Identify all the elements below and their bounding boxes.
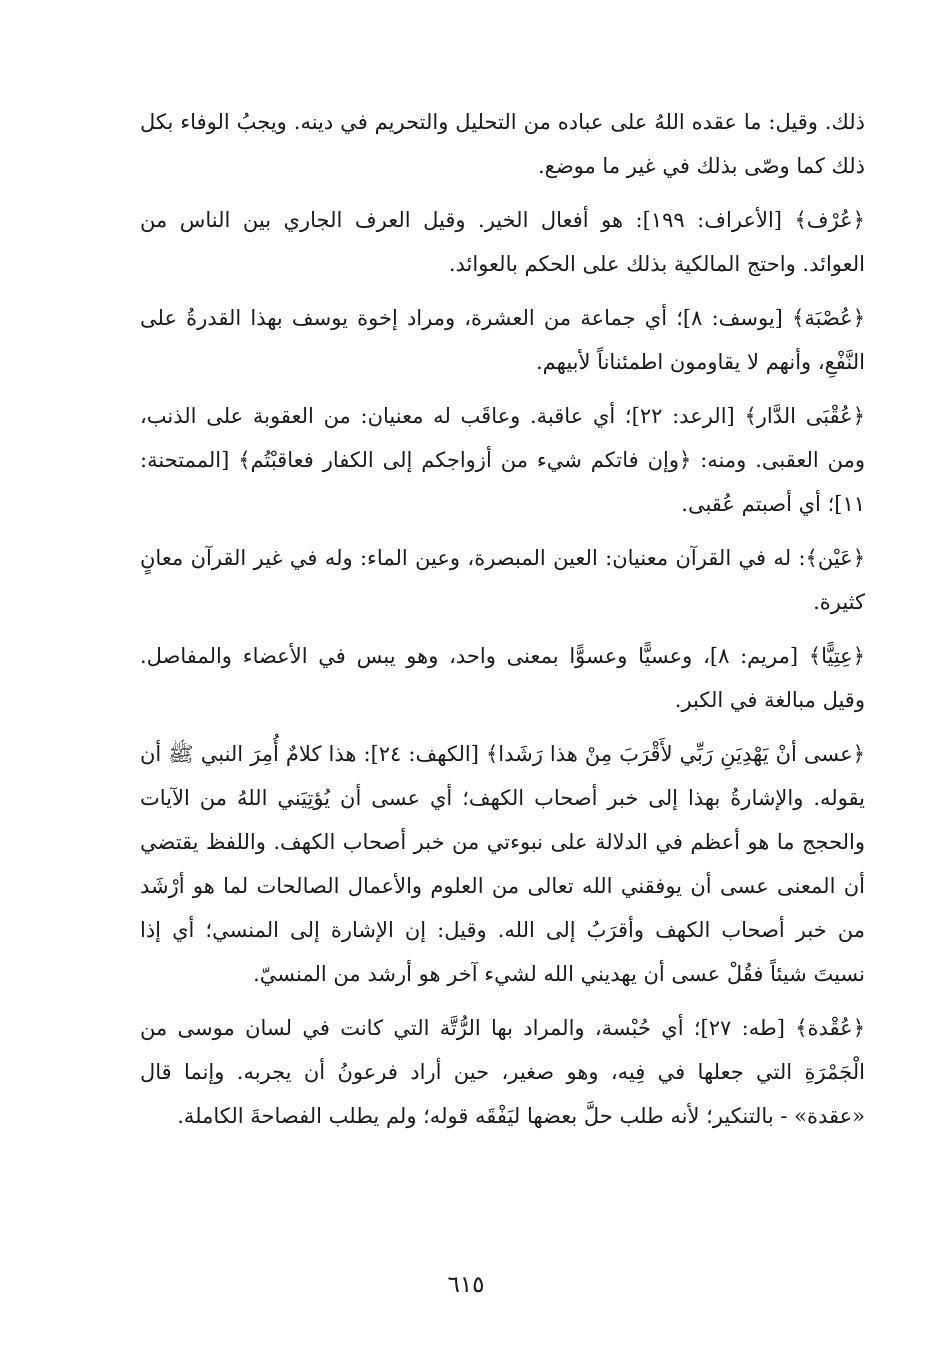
paragraph-urf: ﴿عُرْف﴾ [الأعراف: ١٩٩]: هو أفعال الخير. وقيل العرف الجاري بين الناس من العوائد. واحتج المالكية بذلك على الحكم بالعوائد. <box>140 208 865 276</box>
page-number: ٦١٥ <box>447 1272 485 1298</box>
paragraph-ayn: ﴿عَيْن﴾: له في القرآن معنيان: العين المبصرة، وعين الماء: وله في غير القرآن معانٍ كثيرة. <box>140 546 865 614</box>
paragraph-uqba-al-dar: ﴿عُقْبَى الدَّار﴾ [الرعد: ٢٢]؛ أي عاقبة. وعاقَب له معنيان: من العقوبة على الذنب، ومن العقبى. ومنه: ﴿وإن فاتكم شيء من أزواجكم إلى الكفار فعاقبْتُم﴾ [الممتحنة: ١١]؛ أي أصبتم عُقبى. <box>140 404 865 516</box>
paragraph-itiyya: ﴿عِتِيًّا﴾ [مريم: ٨]، وعسيًّا وعسوًّا بمعنى واحد، وهو يبس في الأعضاء والمفاصل. وقيل مبالغة في الكبر. <box>140 644 865 712</box>
page-body <box>140 100 865 1148</box>
paragraph-asa-an-yahdiyan: ﴿عسى أنْ يَهْدِيَنِ رَبِّي لأَقْرَبَ مِنْ هذا رَشَدا﴾ [الكهف: ٢٤]: هذا كلامٌ أُمِرَ النبي ﷺ أن يقوله. والإشارةُ بهذا إلى خبر أصحاب الكهف؛ أي عسى أن يُؤتِيَني اللهُ من الآيات والحجج ما هو أعظم في الدلالة على نبوءتي من خبر أصحاب الكهف. واللفظ يقتضي أن المعنى عسى أن يوفقني الله تعالى من العلوم والأعمال الصالحات لما هو أرْشَد من خبر أصحاب الكهف وأقرَبُ إلى الله. وقيل: إن الإشارة إلى المنسي؛ أي إذا نسيتَ شيئاً فقُلْ عسى أن يهديني الله لشيء آخر هو أرشد من المنسيّ. <box>140 742 865 986</box>
paragraph-1: ذلك. وقيل: ما عقده اللهُ على عباده من التحليل والتحريم في دينه. ويجبُ الوفاء بكل ذلك كما وصّى بذلك في غير ما موضع. <box>140 110 865 178</box>
paragraph-usbah: ﴿عُصْبَة﴾ [يوسف: ٨]؛ أي جماعة من العشرة، ومراد إخوة يوسف بهذا القدرةُ على النَّفْعِ، وأنهم لا يقاومون اطمئناناً لأبيهم. <box>140 306 865 374</box>
paragraph-uqdah: ﴿عُقْدة﴾ [طه: ٢٧]؛ أي حُبْسة، والمراد بها الرُّتَّة التي كانت في لسان موسى من الْجَمْرَةِ التي جعلها في فِيه، وهو صغير، حين أراد فرعونُ أن يجربه. وإنما قال «عقدة» - بالتنكير؛ لأنه طلب حلَّ بعضها ليَفْقَه قوله؛ ولم يطلب الفصاحةَ الكاملة. <box>140 1016 865 1128</box>
